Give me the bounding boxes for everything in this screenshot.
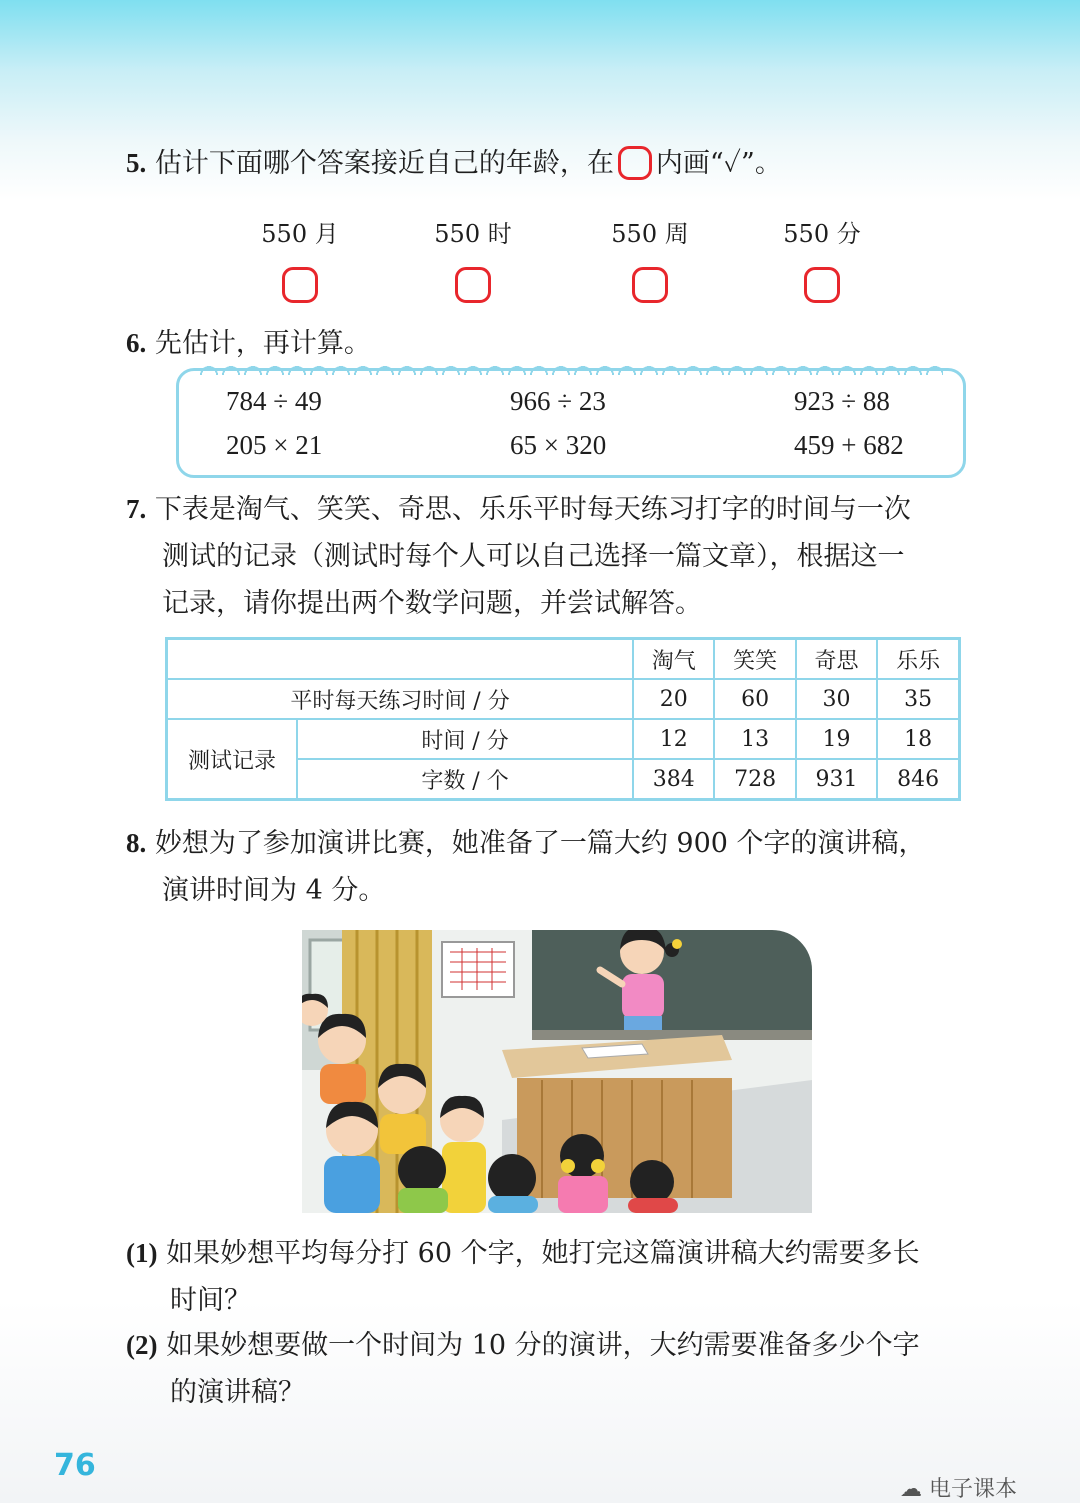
option-4 — [762, 214, 882, 303]
speech-illustration — [302, 930, 812, 1213]
option-label: 550 周 — [611, 220, 689, 248]
question-line-1: 下表是淘气、笑笑、奇思、乐乐平时每天练习打字的时间与一次 — [154, 494, 911, 525]
sub-question-number: (2) — [126, 1330, 158, 1360]
table-cell: 12 — [633, 719, 714, 759]
checkbox-3[interactable] — [632, 267, 668, 303]
checkbox-2[interactable] — [455, 267, 491, 303]
calculation-box — [176, 368, 966, 478]
answer-box-icon — [618, 146, 652, 180]
question-7 — [126, 486, 1006, 627]
question-6 — [126, 320, 371, 367]
table-corner-cell — [167, 639, 634, 680]
question-text-after: 内画“✓”。 — [655, 148, 782, 179]
option-3 — [590, 214, 710, 303]
header-cell: 乐乐 — [877, 639, 959, 680]
question-text: 估计下面哪个答案接近自己的年龄，在 — [154, 148, 614, 179]
table-header-row — [167, 639, 960, 680]
classroom-scene-icon — [302, 930, 812, 1213]
question-5 — [126, 140, 782, 187]
table-cell: 846 — [877, 759, 959, 800]
page-number: 76 — [54, 1448, 96, 1483]
question-number: 8. — [126, 828, 147, 858]
calc-1: 784 ÷ 49 — [226, 386, 322, 416]
calc-6: 459 + 682 — [794, 430, 904, 460]
row-label: 时间 / 分 — [297, 719, 633, 759]
header-cell: 淘气 — [633, 639, 714, 680]
table-cell: 19 — [796, 719, 877, 759]
watermark-text: 电子课本 — [929, 1477, 1018, 1502]
question-line-1: 妙想为了参加演讲比赛，她准备了一篇大约 900 个字的演讲稿， — [154, 828, 926, 859]
table-cell: 30 — [796, 679, 877, 719]
row-label: 字数 / 个 — [297, 759, 633, 800]
table-cell: 931 — [796, 759, 877, 800]
row-label: 平时每天练习时间 / 分 — [167, 679, 634, 719]
question-number: 6. — [126, 328, 147, 358]
table-cell: 35 — [877, 679, 959, 719]
question-line-3: 记录，请你提出两个数学问题，并尝试解答。 — [162, 588, 702, 619]
option-2 — [413, 214, 533, 303]
group-label: 测试记录 — [167, 719, 298, 800]
calc-3: 923 ÷ 88 — [794, 386, 890, 416]
option-label: 550 分 — [783, 220, 861, 248]
question-line-2: 测试的记录（测试时每个人可以自己选择一篇文章），根据这一 — [162, 541, 905, 572]
option-1 — [240, 214, 360, 303]
option-label: 550 月 — [261, 220, 339, 248]
checkbox-4[interactable] — [804, 267, 840, 303]
table-row — [167, 679, 960, 719]
question-number: 7. — [126, 494, 147, 524]
question-text: 先估计，再计算。 — [154, 328, 371, 359]
table-cell: 18 — [877, 719, 959, 759]
calc-4: 205 × 21 — [226, 430, 323, 460]
sub-question-line-2: 时间？ — [170, 1285, 251, 1316]
table-cell: 60 — [714, 679, 795, 719]
header-cell: 奇思 — [796, 639, 877, 680]
table-row — [167, 719, 960, 759]
header-cell: 笑笑 — [714, 639, 795, 680]
table-cell: 384 — [633, 759, 714, 800]
question-8 — [126, 820, 1006, 914]
sub-question-1 — [126, 1230, 1006, 1324]
sub-question-line-1: 如果妙想要做一个时间为 10 分的演讲，大约需要准备多少个字 — [166, 1330, 920, 1361]
question-number: 5. — [126, 148, 147, 178]
wechat-icon: ☁ — [900, 1477, 922, 1502]
question-line-2: 演讲时间为 4 分。 — [162, 875, 386, 906]
option-label: 550 时 — [434, 220, 512, 248]
table-cell: 20 — [633, 679, 714, 719]
sub-question-line-2: 的演讲稿？ — [170, 1377, 305, 1408]
watermark — [900, 1472, 1017, 1503]
sub-question-2 — [126, 1322, 1006, 1416]
table-cell: 13 — [714, 719, 795, 759]
typing-record-table — [165, 637, 961, 801]
checkbox-1[interactable] — [282, 267, 318, 303]
sub-question-line-1: 如果妙想平均每分打 60 个字，她打完这篇演讲稿大约需要多长 — [166, 1238, 920, 1269]
table-cell: 728 — [714, 759, 795, 800]
calc-2: 966 ÷ 23 — [510, 386, 606, 416]
sub-question-number: (1) — [126, 1238, 158, 1268]
calc-5: 65 × 320 — [510, 430, 607, 460]
